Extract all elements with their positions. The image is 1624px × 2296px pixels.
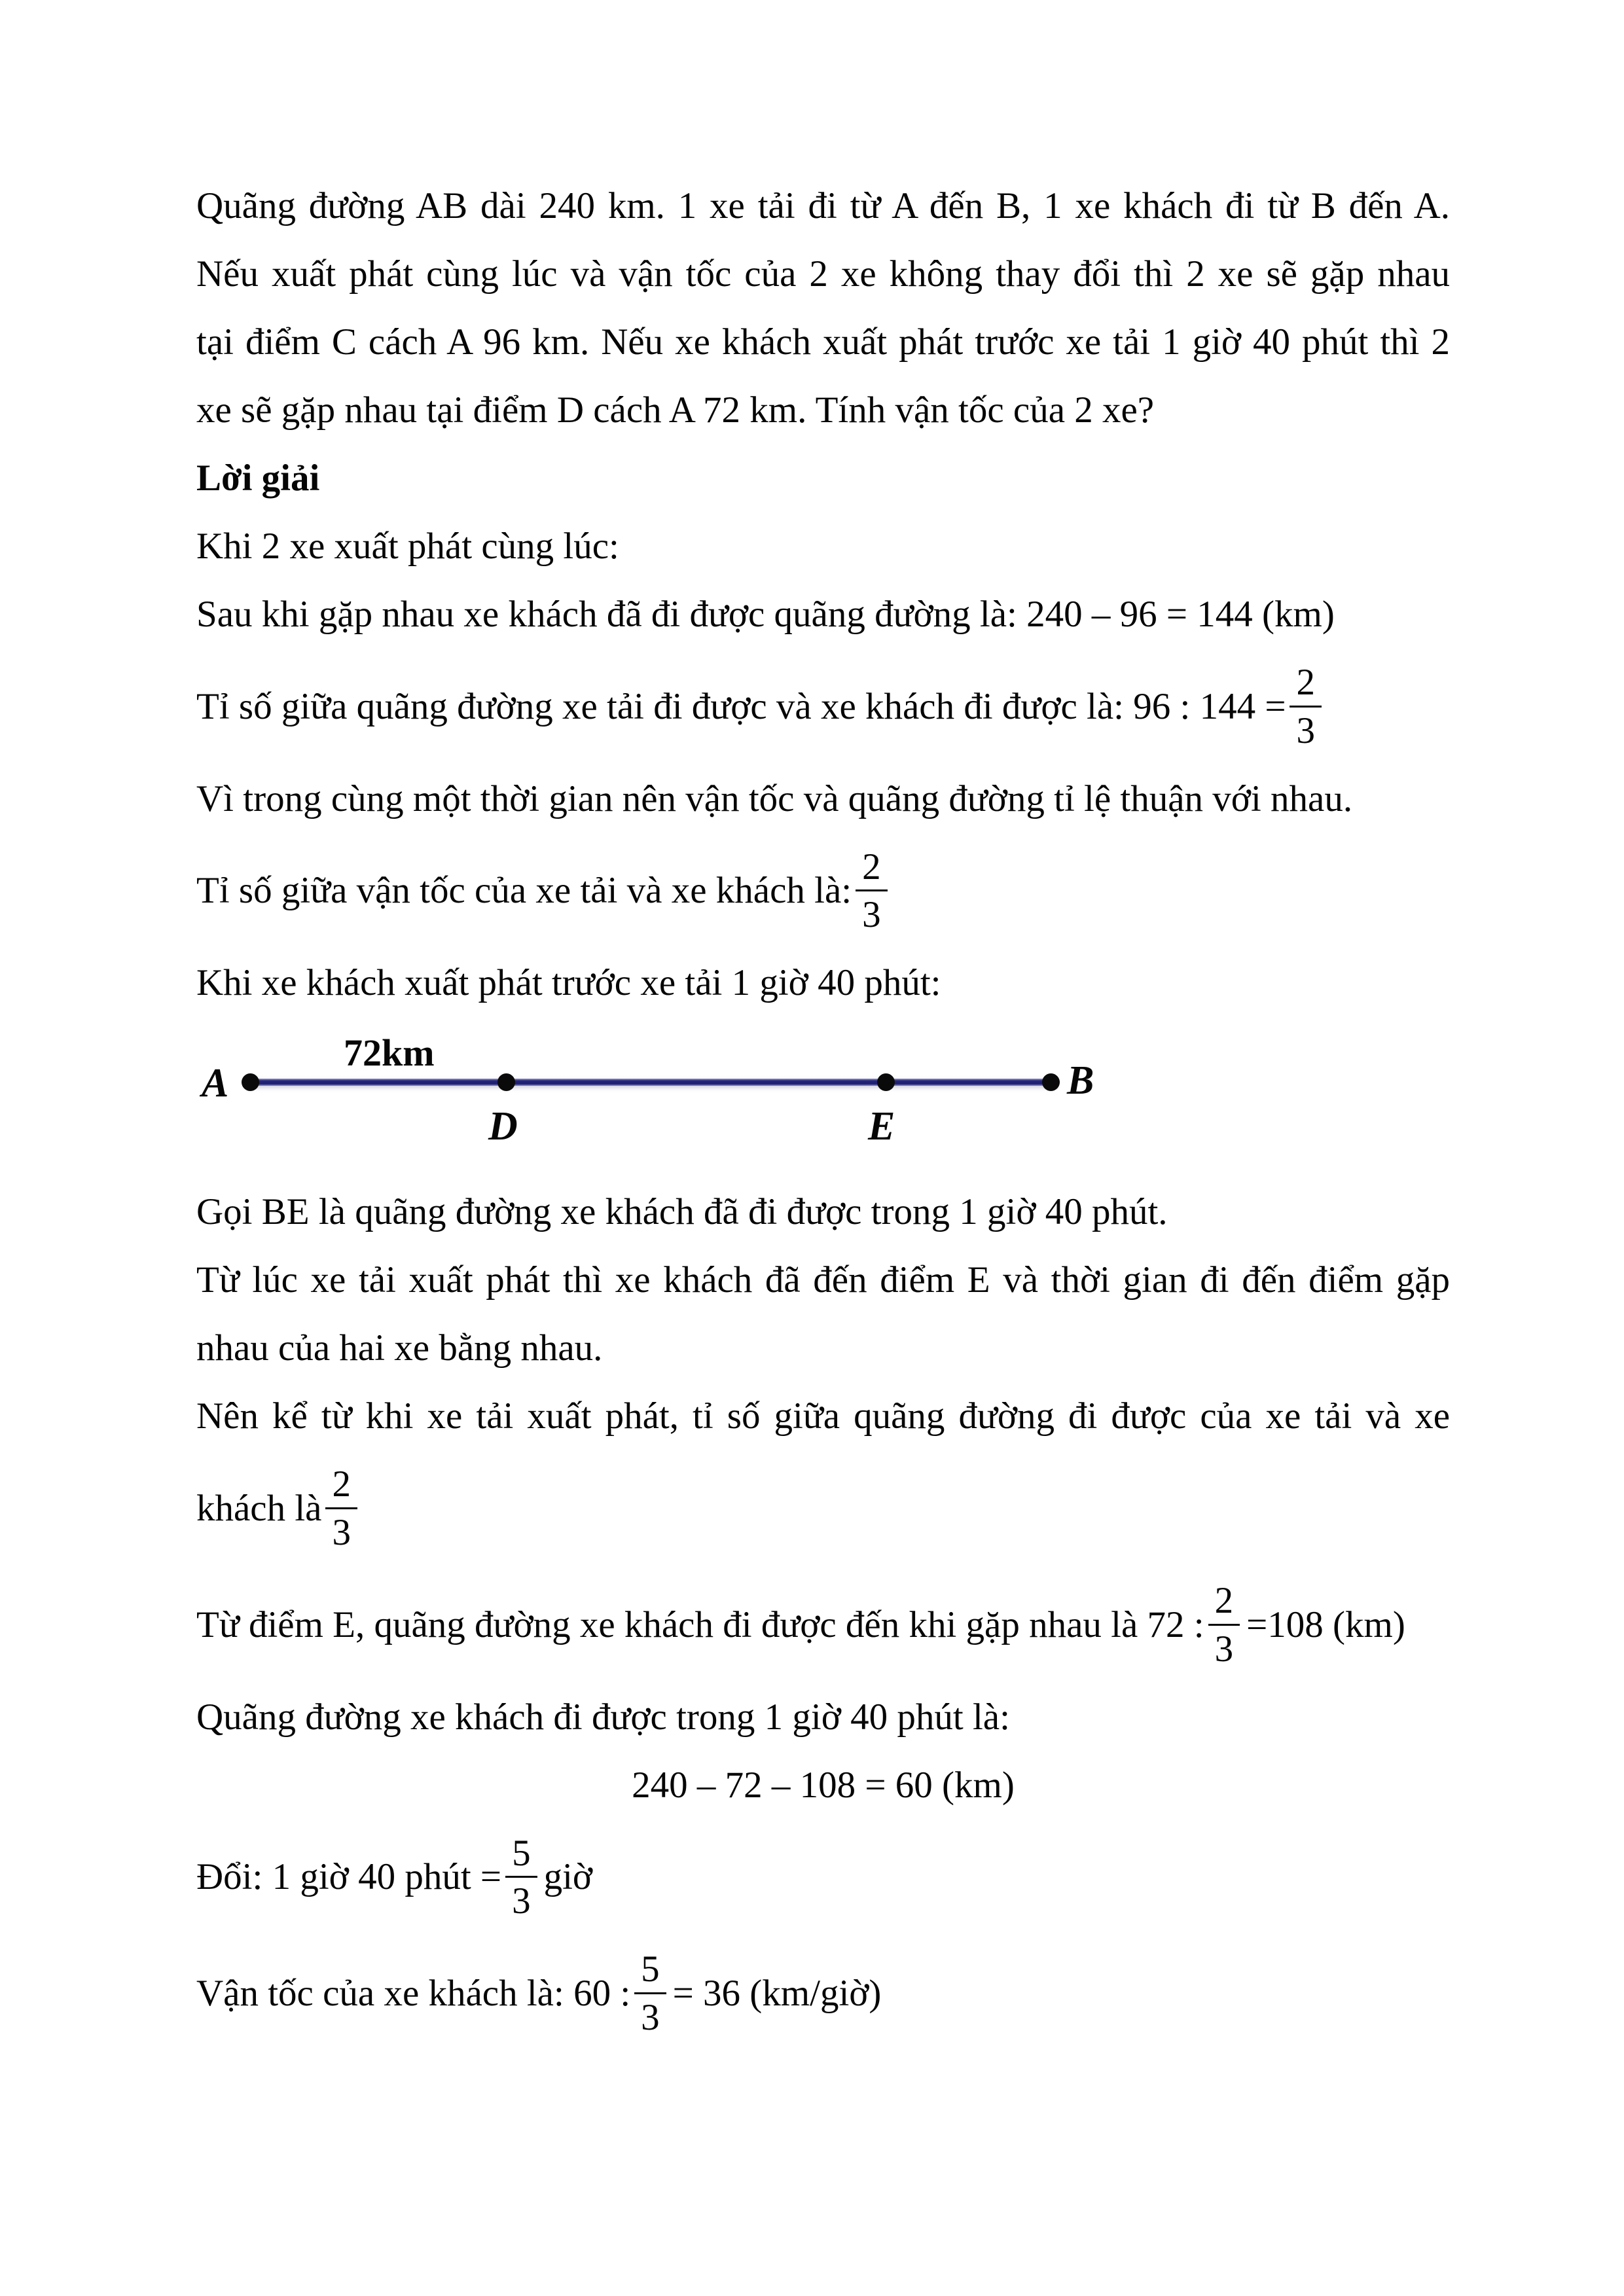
problem-line-2: Nếu xuất phát cùng lúc và vận tốc của 2 xe không thay đổi thì 2 xe sẽ gặp nhau	[196, 253, 1450, 295]
fraction	[505, 1833, 537, 1923]
point-b-label: B	[1067, 1058, 1094, 1103]
point-e-label: E	[868, 1104, 895, 1149]
point-d-label: D	[488, 1104, 518, 1149]
segment-diagram	[196, 1022, 1450, 1178]
equation-text: Đổi: 1 giờ 40 phút =	[196, 1856, 502, 1898]
equation-text: giờ	[543, 1856, 593, 1898]
fraction-denominator: 3	[332, 1512, 351, 1554]
fraction	[1290, 662, 1322, 752]
point-a-dot	[242, 1073, 259, 1091]
fraction-denominator: 3	[862, 894, 881, 936]
solution-line-be-definition: Gọi BE là quãng đường xe khách đã đi được trong 1 giờ 40 phút.	[196, 1191, 1168, 1233]
distance-label: 72km	[344, 1031, 435, 1075]
document-body	[196, 172, 1450, 2052]
fraction-numerator: 2	[325, 1463, 357, 1509]
problem-line-4: xe sẽ gặp nhau tại điểm D cách A 72 km. Tính vận tốc của 2 xe?	[196, 389, 1155, 431]
fraction	[1208, 1580, 1240, 1670]
solution-line-ratio-after-start-1: Nên kể từ khi xe tải xuất phát, tỉ số giữa quãng đường đi được của xe tải và xe	[196, 1395, 1450, 1437]
equation-text: = 36 (km/giờ)	[672, 1972, 882, 2014]
solution-equation-60km: 240 – 72 – 108 = 60 (km)	[632, 1764, 1015, 1806]
fraction-denominator: 3	[512, 1880, 531, 1922]
solution-line-e-reached-2: nhau của hai xe bằng nhau.	[196, 1327, 603, 1369]
equation-text: Vận tốc của xe khách là: 60 :	[196, 1972, 631, 2014]
solution-line-distance-100min: Quãng đường xe khách đi được trong 1 giờ 40 phút là:	[196, 1696, 1010, 1738]
fraction-numerator: 2	[1208, 1580, 1240, 1626]
point-d-dot	[497, 1073, 515, 1091]
fraction-numerator: 2	[1290, 662, 1322, 708]
equation-text: Tỉ số giữa vận tốc của xe tải và xe khách là:	[196, 870, 852, 912]
solution-line-distance-144: Sau khi gặp nhau xe khách đã đi được quãng đường là: 240 – 96 = 144 (km)	[196, 594, 1335, 635]
equation-text: Từ điểm E, quãng đường xe khách đi được đến khi gặp nhau là 72 :	[196, 1604, 1204, 1645]
fraction-denominator: 3	[1214, 1628, 1234, 1670]
solution-line-from-e-distance	[196, 1567, 1450, 1683]
solution-line-proportional: Vì trong cùng một thời gian nên vận tốc và quãng đường tỉ lệ thuận với nhau.	[196, 778, 1353, 819]
equation-text: =108 (km)	[1246, 1604, 1405, 1645]
point-b-dot	[1042, 1073, 1060, 1091]
solution-line-same-start: Khi 2 xe xuất phát cùng lúc:	[196, 526, 619, 567]
solution-line-e-reached-1: Từ lúc xe tải xuất phát thì xe khách đã đến điểm E và thời gian đi đến điểm gặp	[196, 1259, 1450, 1301]
solution-line-head-start: Khi xe khách xuất phát trước xe tải 1 giờ 40 phút:	[196, 962, 941, 1004]
fraction	[325, 1463, 357, 1554]
fraction-denominator: 3	[641, 1997, 660, 2039]
solution-line-time-conversion	[196, 1820, 1450, 1936]
point-e-dot	[877, 1073, 895, 1091]
equation-text: Tỉ số giữa quãng đường xe tải đi được và xe khách đi được là: 96 : 144 =	[196, 685, 1286, 727]
fraction-numerator: 5	[634, 1948, 666, 1994]
point-a-label: A	[202, 1061, 229, 1106]
solution-line-speed-result	[196, 1935, 1450, 2052]
solution-line-ratio-speed	[196, 833, 1450, 950]
solution-heading: Lời giải	[196, 457, 320, 499]
fraction-denominator: 3	[1296, 709, 1315, 751]
equation-text: khách là	[196, 1487, 322, 1529]
problem-line-3: tại điểm C cách A 96 km. Nếu xe khách xuất phát trước xe tải 1 giờ 40 phút thì 2	[196, 321, 1450, 363]
segment-line	[250, 1079, 1052, 1086]
fraction	[634, 1948, 666, 2039]
fraction	[856, 846, 888, 937]
problem-line-1: Quãng đường AB dài 240 km. 1 xe tải đi từ A đến B, 1 xe khách đi từ B đến A.	[196, 185, 1450, 226]
fraction-numerator: 2	[856, 846, 888, 892]
solution-line-ratio-distance	[196, 649, 1450, 765]
fraction-numerator: 5	[505, 1833, 537, 1878]
solution-line-ratio-after-start-2	[196, 1450, 1450, 1567]
